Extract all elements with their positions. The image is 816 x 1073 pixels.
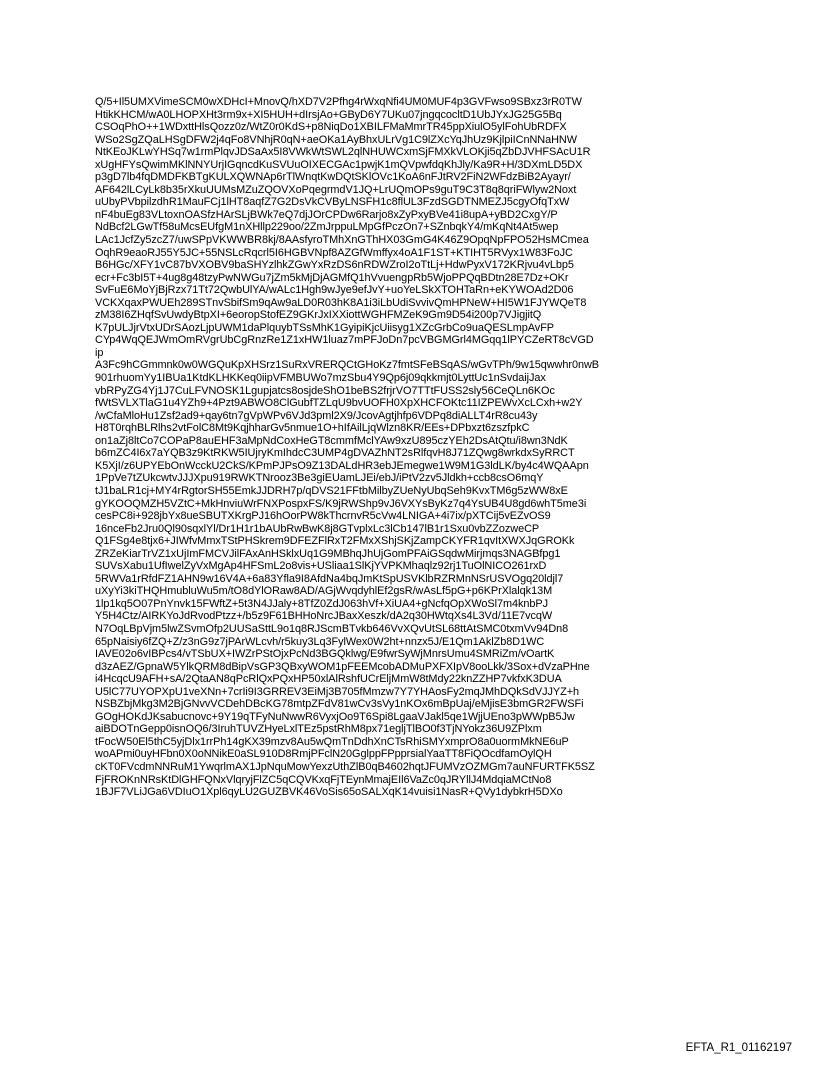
text-line: 5RWVa1rRfdFZ1AHN9w16V4A+6a83Yfla9I8AfdNa4bqJmKtSpUSVKlbRZRMnNSrUSVOgq20ldjl7 bbox=[95, 572, 564, 585]
text-line: nF4buEg83VLtoxnOASfzHArSLjBWk7eQ7djJOrCPDw6Rarjo8xZyPxyBVe41i8upA+yBD2CxgY/P bbox=[95, 208, 558, 221]
text-line: WSo2SgZQaLHSgDFW2j4qFo8VNhjR0qN+aeOKa1AyBhxULrVg1C9lZXcYqJhUz9KjlpiICnNNaHNW bbox=[95, 133, 577, 146]
encoded-text-block bbox=[95, 96, 735, 799]
text-line: woAPmi0uyHFbn0X0oNNikE0aSL910D8RmjPFclN20GglppFPpprsialYaaTT8FiQOcdfamOylQH bbox=[95, 748, 552, 761]
text-line: CSOqPhO++1WDxttHlsQozz0z/WtZ0r0KdS+p8NiqDo1XBILFMaMmrTR45ppXiulO5ylFohUbRDFX bbox=[95, 121, 567, 134]
text-line: 65pNaisiy6fZQ+Z/z3nG9z7jPArWLcvh/r5kuy3Lq3FylWex0W2ht+nnzx5J/E1Qm1AklZb8D1WC bbox=[95, 635, 545, 648]
text-line: ip bbox=[95, 346, 104, 359]
text-line: Q1FSg4e8tjx6+JIWfvMmxTStPHSkrem9DFEZFlRxT2FMxXShjSKjZampCKYFR1qvItXWXJqGROKk bbox=[95, 535, 575, 548]
text-line: FjFROKnNRsKtDlGHFQNxVlqryjFlZC5qCQVKxqFjTEynMmajEIl6VaZc0qJRYllJ4MdqiaMCtNo8 bbox=[95, 773, 552, 786]
text-line: fWtSVLXTlaG1u4YZh9+4Pzt9ABWO8ClGubfTZLqU9bvUOFH0XpXHCFOKtc11IZPEWvXcLCxh+w2Y bbox=[95, 397, 583, 410]
text-line: H8T0rqhBLRlhs2vtFolC8Mt9KqjhharGv5nmue1O+hIfAilLjqWlzn8KR/EEs+DPbxzt6zszfpkC bbox=[95, 422, 530, 435]
text-line: tJ1baLR1cj+MY4rRgtorSH55EmkJJDRH7p/qDVS21FFtbMilbyZUeNyUbqSeh9KvxTM6g5zWW8xE bbox=[95, 484, 568, 497]
text-line: B6HGc/XFY1vC87bVXOBV9baSHYzlhkZGwYxRzDS6nRDWZroI2oTtLj+HdwPyxV172KRjvu4vLbp5 bbox=[95, 259, 574, 272]
text-line: SvFuE6MoYjBjRzx71Tt72QwbUlYA/wALc1Hgh9wJye9efJvY+uoYeLSkXTOHTaRn+eKYWOAd2D06 bbox=[95, 284, 574, 297]
text-line: tFocW50El5thC5yjDlx1rrPh14gKX39mzv8Au5wQmTnDdhXnCTsRhiSMYxmprO8a0uormMkNE6uP bbox=[95, 735, 569, 748]
text-line: aiBDOTnGepp0isnOQ6/3IruhTUVZHyeLxlTEz5pstRhM8px71egljTlBO0f3TjNYokz36U9ZPlxm bbox=[95, 723, 542, 736]
text-line: N7OqLBpVjm5lwZSvmOfp2UUSaSttL9o1q8RJScmBTvkb646VvXQvUtSL68ttAtSMC0txmVv94Dn8 bbox=[95, 622, 569, 635]
text-line: ZRZeKiarTrVZ1xUjImFMCVJilFAxAnHSklxUq1G9MBhqJhUjGomPFAiGSqdwMirjmqs3NAGBfpg1 bbox=[95, 547, 561, 560]
text-line: ecr+Fc3bI5T+4ug8g48tzyPwNWGu7jZm5kMjDjAGMfQ1hVvuengpRb5WjoPPQqBDtn28E7Dz+OKr bbox=[95, 271, 569, 284]
text-line: 16nceFb2Jru0Ql90sqxlYl/Dr1H1r1bAUbRwBwK8j8GTvplxLc3lCb147lB1r1Sxu0vbZZozweCP bbox=[95, 522, 540, 535]
text-line: SUVsXabu1UfIwelZyVxMgAp4HFSmL2o8vis+USliaa1SlKjYVPKMhaqlz92rj1TuOlNICO261rxD bbox=[95, 560, 547, 573]
text-line: K7pULJjrVtxUDrSAozLjpUWM1daPlquybTSsMhK1GyipiKjcUiisyg1XZcGrbCo9uaQESLmpAvFP bbox=[95, 321, 555, 334]
text-line: on1aZj8ltCo7COPaP8auEHF3aMpNdCoxHeGT8cmmfMclYAw9xzU895czYEh2DsAtQtu/i8wn3NdK bbox=[95, 434, 568, 447]
text-line: gYKOOQMZH5VZtC+MkHnviuWrFNXPospxFS/K9jRWShp9vJ6VXYsByKz7q4YsUB4U8gd6whT5me3i bbox=[95, 497, 587, 510]
text-line: 901rhuomYy1IBUa1KtdKLHKKeq0iipVFMBUWo7mzSbu4Y9Qp6j09qkkmjt0LyttUc1nSvdaijJax bbox=[95, 372, 546, 385]
text-line: NdBcf2LGwTf58uMcsEUfgM1nXHllp229oo/2ZmJrppuLMpGfPczOn7+SZnbqkY4/mKqNt4At5wep bbox=[95, 221, 559, 234]
text-line: xUgHFYsQwimMKlNNYUrjIGqncdKuSVUuOIXECGAc1pwjK1mQVpwfdqKhJly/Ka9R+H/3DXmLD5DX bbox=[95, 158, 583, 171]
text-line: i4HcqcU9AFH+sA/2QtaAN8qPcRlQxPQxHP50xlAlRshfUCrEljMmW8tMdy22knZZHP7vkfxK3DUA bbox=[95, 673, 562, 686]
text-line: Q/5+Il5UMXVimeSCM0wXDHcI+MnovQ/hXD7V2Pfhg4rWxqNfi4UM0MUF4p3GVFwso9SBxz3rR0TW bbox=[95, 96, 582, 108]
text-line: /wCfaMloHu1Zsf2ad9+qay6tn7gVpWPv6VJd3pml2X9/JcovAgtjhfp6VDPq8diALLT4rR8cu43y bbox=[95, 409, 538, 422]
text-line: AF642lLCyLk8b35rXkuUUMsMZuZQOVXoPqegrmdV1JQ+LrUQmOPs9guT9C3T8q8qriFWlyw2Noxt bbox=[95, 183, 577, 196]
text-line: HtikKHCM/wA0LHOPXHt3rm9x+XI5HUH+dIrsjAo+GByD6Y7UKu07jngqcocltD1UbJYxJG25G5Bq bbox=[95, 108, 562, 121]
text-line: zM38I6ZHqfSvUwdyBtpXI+6eoropStofEZ9GKrJxIXXiottWGHFMZeK9Gm9D54i200p7VJigjitQ bbox=[95, 309, 542, 322]
text-line: cKT0FVcdmNNRuM1YwqrlmAX1JpNquMowYexzUthZlB0qB4602hqtJFUMVzOZMGm7auNFURTFK5SZ bbox=[95, 760, 595, 773]
text-line: uXyYi3kiTHQHmubluWu5m/tO8dYlORaw8AD/AGjWvqdyhlEf2gsR/wAsLf5pG+p6KPrXlalqk13M bbox=[95, 585, 553, 598]
text-line: 1PpVe7tZUkcwtvJJJXpu919RWKTNrooz3Be3giEUamLJEi/ebJ/iPtV2zv5Jldkh+ccb8csO6mqY bbox=[95, 472, 544, 485]
text-line: U5lC77UYOPXpU1veXNn+7crIi9I3GRREV3EiMj3B705fMmzw7Y7YHAosFy2mqJMhDQkSdVJJYZ+h bbox=[95, 685, 580, 698]
text-line: b6mZC4I6x7aYQB3z9KtRKW5IUjryKmIhdcC3UMP4gDVAZhNT2sRlfqvH8J71ZQwg8wrkdxSyRRCT bbox=[95, 447, 575, 460]
text-line: A3Fc9hCGmmnk0w0WGQuKpXHSrz1SuRxVRERQCtGHoKz7fmtSFeBSqAS/wGvTPh/9w15qwwhr0nwB bbox=[95, 359, 599, 372]
text-line: IAVE02o6vIBPcs4/vTSbUX+IWZrPStOjxPcNd3BGQklwg/E9fwrSyWjMnrsUmu4SMRiZm/vOartK bbox=[95, 648, 555, 661]
text-line: K5XjI/z6UPYEbOnWcckU2CkS/KPmPJPsO9Z13DALdHR3ebJEmegwe1W9M1G3ldLK/by4c4WQAApn bbox=[95, 459, 589, 472]
text-line: OqhR9eaoRJ55Y5JC+55NSLcRqcrl5I6HGBVNpf8AZGfWmffyx4oA1F1ST+KTIHT5RVyx1W83FoJC bbox=[95, 246, 573, 259]
text-line: VCKXqaxPWUEh289STnvSbifSm9qAw9aLD0R03hK8A1i3iLbUdiSvvivQmHPNeW+HI5W1FJYWQeT8 bbox=[95, 296, 587, 309]
text-line: GOgHOKdJKsabucnovc+9Y19qTFyNuNwwR6VyxjOo9T6Spi8LgaaVJakl5qe1WjjUEno3pWWpB5Jw bbox=[95, 710, 575, 723]
text-line: NSBZbjMkg3M2BjGNvvVCDehDBcKG78mtpZFdV81wCv3sVy1nKOx6mBpUaj/eMjisE3bmGR2FWSFi bbox=[95, 698, 584, 711]
text-line: 1BJF7VLiJGa6VDIuO1Xpl6qyLU2GUZBVK46VoSis65oSALXqK14vuisi1NasR+QVy1dybkrH5DXo bbox=[95, 786, 563, 799]
text-line: uUbyPVbpilzdhR1MauFCj1lHT8aqfZ7G2DsVkCVByLNSFH1c8flUL3FzdSGDTNMEZJ5cgyOfqTxW bbox=[95, 196, 570, 209]
text-line: 1lp1kq5O07PnYnvk15FWftZ+5t3N4JJaly+8TfZ0ZdJ063hVf+XiUA4+gNcfqOpXWoSl7m4knbPJ bbox=[95, 597, 549, 610]
document-id-footer: EFTA_R1_01162197 bbox=[685, 1042, 792, 1054]
text-line: p3gD7lb4fqDMDFKBTgKULXQWNAp6rTlWnqtKwDQtSKlOVc1KoA6nFJtRV2FiN2WFdzBiB2Ayayr/ bbox=[95, 171, 571, 184]
text-line: NtKEoJKLwYHSq7w1rmPlqvJDSaAx5I8VWkWtSWL2qlNHUWCxmSjFMXkVLOKji5qZbDJVHFSAcU1R bbox=[95, 146, 591, 159]
text-line: d3zAEZ/GpnaW5YlkQRM8dBipVsGP3QBxyWOM1pFEEMcobADMuPXFXIpV8ooLkk/3Sox+dVzaPHne bbox=[95, 660, 590, 673]
text-line: LAc1JcfZy5zcZ7/uwSPpVKWWBR8kj/8AAsfyroTMhXnGThHX03GmG4K46Z9OpqNpFPO52HsMCmea bbox=[95, 234, 589, 247]
text-line: vbRPyZG4Yj1J7CuLFVNOSK1Lgupjatcs8osjdeShO1beBS2frjrVO7TTtFUSS2sly56CeQLn6KOc bbox=[95, 384, 555, 397]
text-line: cesPC8i+928jbYx8ueSBUTXKrgPJ16hOorPW8kThcrnvR5cVw4LNIGA+4i7ix/pXTCij5vEZvOS9 bbox=[95, 510, 551, 523]
text-line: Y5H4Ctz/AIRKYoJdRvodPtzz+/b5z9F61BHHoNrcJBaxXeszk/dA2q30HWtqXs4L3Vd/11E7vcqW bbox=[95, 610, 553, 623]
text-line: CYp4WqQEJWmOmRVgrUbCgRnzRe1Z1xHW1luaz7mPFJoDn7pcVBGMGrl4MGqq1lPYCZeRT8cVGD bbox=[95, 334, 594, 347]
